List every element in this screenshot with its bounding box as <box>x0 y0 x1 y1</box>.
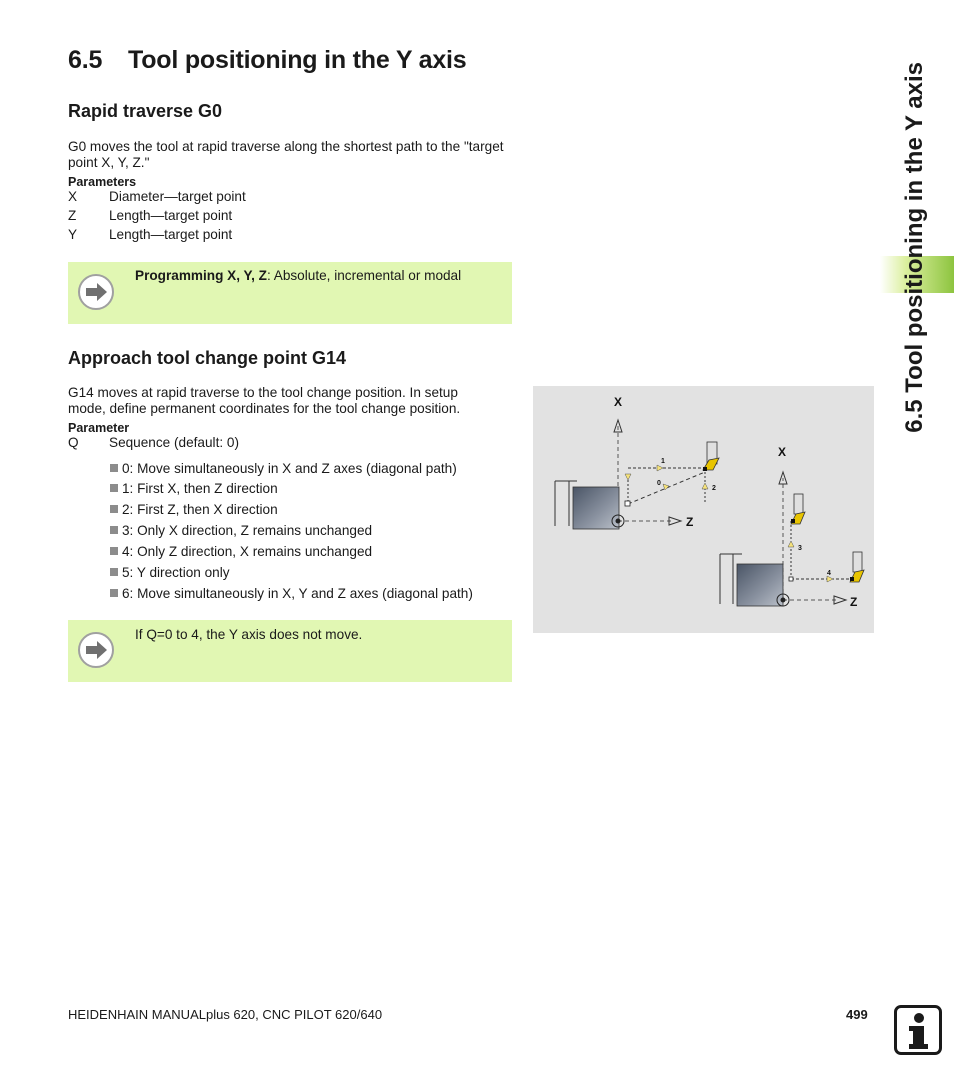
param-key: Q <box>68 435 79 450</box>
bullet-square-icon <box>110 505 118 513</box>
list-item-text: 1: First X, then Z direction <box>122 481 278 496</box>
note-rest: : Absolute, incremental or modal <box>266 268 462 283</box>
bullet-square-icon <box>110 547 118 555</box>
axis-x-label-left: X <box>614 395 623 409</box>
note-text-g0 <box>135 268 461 283</box>
axis-x-label-right: X <box>778 445 787 459</box>
page-number: 499 <box>846 1007 868 1022</box>
bullet-square-icon <box>110 589 118 597</box>
note-bold: Programming X, Y, Z <box>135 268 267 283</box>
arrow-right-icon <box>78 274 114 310</box>
right-coordinate-system <box>720 445 864 609</box>
bullet-square-icon <box>110 484 118 492</box>
g0-description: G0 moves the tool at rapid traverse along the shortest path to the "target point X, Y, Z." <box>68 139 504 170</box>
bullet-square-icon <box>110 526 118 534</box>
section-number: 6.5 <box>68 46 103 74</box>
path-label-0: 0 <box>657 480 661 487</box>
path-label-1: 1 <box>661 458 665 465</box>
heading-tool-change: Approach tool change point G14 <box>68 348 347 368</box>
list-item-text: 3: Only X direction, Z remains unchanged <box>122 523 373 538</box>
path-label-4: 4 <box>827 570 831 577</box>
g0-params-label: Parameters <box>68 175 137 189</box>
param-row-z <box>68 208 232 223</box>
heading-rapid-traverse: Rapid traverse G0 <box>68 101 223 121</box>
side-tab-text: 6.5 Tool positioning in the Y axis <box>901 62 928 433</box>
list-item-text: 4: Only Z direction, X remains unchanged <box>122 544 373 559</box>
list-item <box>110 586 473 601</box>
axis-z-label-left: Z <box>686 515 694 529</box>
param-desc: Length—target point <box>109 227 233 242</box>
param-key: Y <box>68 227 78 242</box>
arrow-right-icon <box>78 632 114 668</box>
list-item-text: 5: Y direction only <box>122 565 230 580</box>
param-key: Z <box>68 208 77 223</box>
note-box-g0 <box>68 262 512 324</box>
list-item <box>110 461 457 476</box>
section-title: Tool positioning in the Y axis <box>128 46 467 74</box>
page-title <box>68 46 466 75</box>
info-icon <box>894 1005 942 1055</box>
axis-z-label-right: Z <box>850 595 858 609</box>
note-box-g14 <box>68 620 512 682</box>
param-desc: Length—target point <box>109 208 233 223</box>
param-row-q <box>68 435 239 450</box>
g14-description: G14 moves at rapid traverse to the tool change position. In setup mode, define permanent coordinates for the tool change position. <box>68 385 461 416</box>
footer-text: HEIDENHAIN MANUALplus 620, CNC PILOT 620/640 <box>68 1007 383 1022</box>
left-coordinate-system <box>555 395 719 529</box>
list-item <box>110 544 372 559</box>
list-item <box>110 502 278 517</box>
tool-change-diagram <box>533 386 874 633</box>
g14-params-label: Parameter <box>68 421 130 435</box>
bullet-square-icon <box>110 464 118 472</box>
note-text-g14: If Q=0 to 4, the Y axis does not move. <box>135 627 363 642</box>
path-label-2: 2 <box>712 485 716 492</box>
param-key: X <box>68 189 78 204</box>
list-item <box>110 523 372 538</box>
param-desc: Diameter—target point <box>109 189 246 204</box>
list-item-text: 0: Move simultaneously in X and Z axes (diagonal path) <box>122 461 457 476</box>
bullet-square-icon <box>110 568 118 576</box>
list-item-text: 6: Move simultaneously in X, Y and Z axes (diagonal path) <box>122 586 473 601</box>
list-item-text: 2: First Z, then X direction <box>122 502 278 517</box>
list-item <box>110 481 278 496</box>
path-label-3: 3 <box>798 545 802 552</box>
list-item <box>110 565 230 580</box>
param-row-y <box>68 227 232 242</box>
param-row-x <box>68 189 246 204</box>
param-desc: Sequence (default: 0) <box>109 435 239 450</box>
